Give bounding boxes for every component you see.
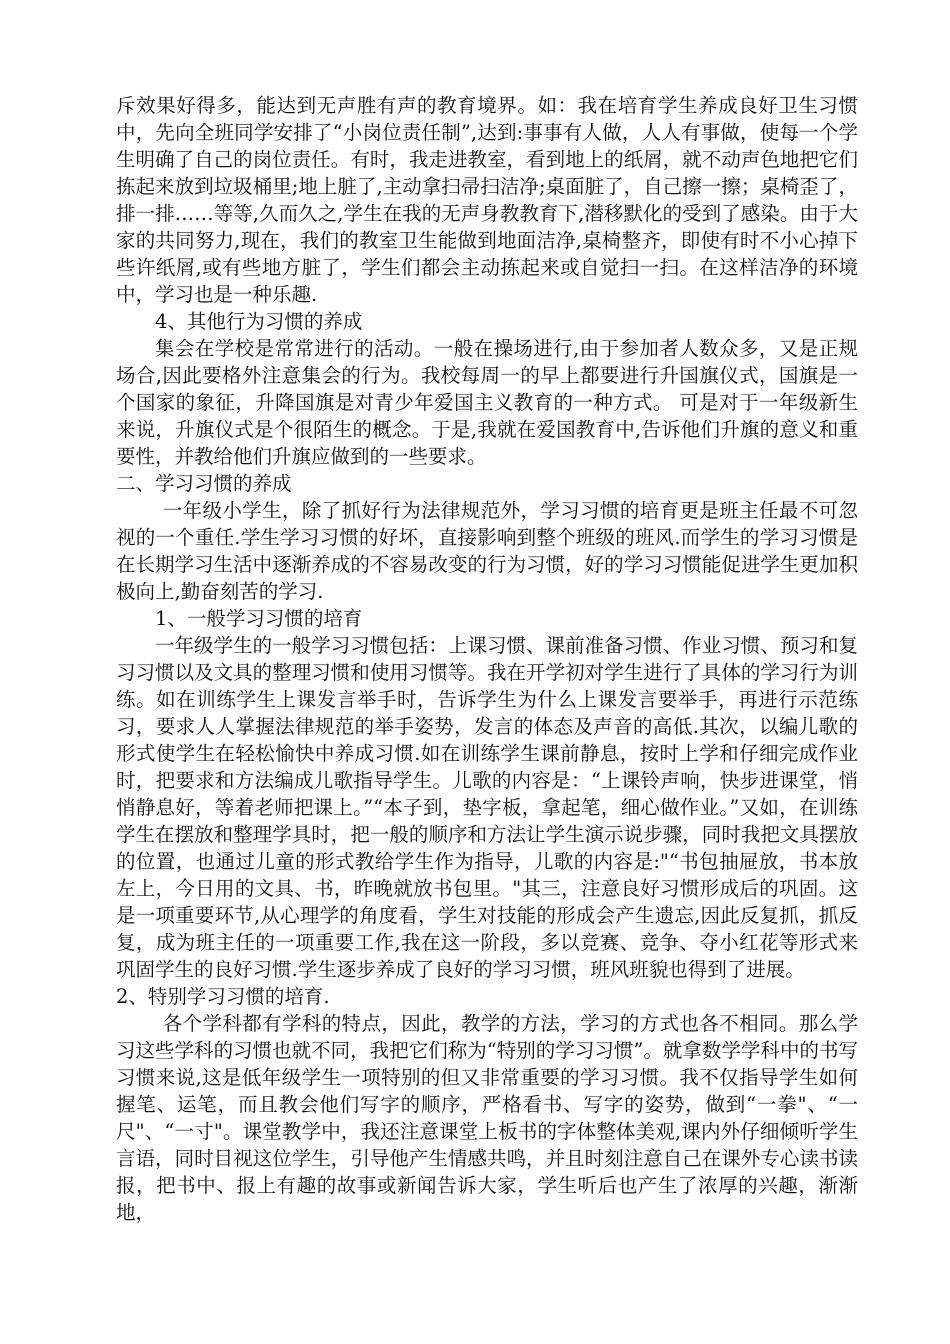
heading-special-study-habits: 2、特别学习习惯的培育. [116, 985, 330, 1008]
paragraph-study-habits-intro: 一年级小学生，除了抓好行为法律规范外，学习习惯的培育更是班主任最不可忽视的一个重任.学生学习习惯的好坏，直接影响到整个班级的班风.而学生的学习习惯是在长期学习生活中逐渐养成的不容易改变的行为习惯，好的学习习惯能促进学生更加积极向上,勤奋刻苦的学习. [116, 499, 858, 603]
heading-study-habits: 二、学习习惯的养成 [116, 472, 292, 495]
heading-other-habits: 4、其他行为习惯的养成 [155, 310, 363, 333]
heading-general-study-habits: 1、一般学习习惯的培育 [155, 607, 363, 630]
paragraph-assembly: 集会在学校是常常进行的活动。一般在操场进行,由于参加者人数众多，又是正规场合,因此要格外注意集会的行为。我校每周一的早上都要进行升国旗仪式，国旗是一个国家的象征，升降国旗是对青少年爱国主义教育的一种方式。 可是对于一年级新生来说，升旗仪式是个很陌生的概念。于是,我就在爱国教育中,告诉他们升旗的意义和重要性，并教给他们升旗应做到的一些要求。 [116, 337, 858, 468]
document-page [116, 92, 858, 1226]
paragraph-general-study-habits: 一年级学生的一般学习习惯包括：上课习惯、课前准备习惯、作业习惯、预习和复习习惯以及文具的整理习惯和使用习惯等。我在开学初对学生进行了具体的学习行为训练。如在训练学生上课发言举手时，告诉学生为什么上课发言要举手，再进行示范练习，要求人人掌握法律规范的举手姿势，发言的体态及声音的高低.其次，以编儿歌的形式使学生在轻松愉快中养成习惯.如在训练学生课前静息，按时上学和仔细完成作业时，把要求和方法编成儿歌指导学生。儿歌的内容是：“上课铃声响，快步进课堂，悄悄静息好，等着老师把课上。”“本子到，垫字板，拿起笔，细心做作业。”又如，在训练学生在摆放和整理学具时，把一般的顺序和方法让学生演示说步骤，同时我把文具摆放的位置，也通过儿童的形式教给学生作为指导，儿歌的内容是:"“书包抽屉放，书本放左上，今日用的文具、书，昨晚就放书包里。"其三，注意良好习惯形成后的巩固。这是一项重要环节,从心理学的角度看，学生对技能的形成会产生遗忘,因此反复抓，抓反复，成为班主任的一项重要工作,我在这一阶段，多以竞赛、竞争、夺小红花等形式来巩固学生的良好习惯.学生逐步养成了良好的学习习惯，班风班貌也得到了进展。 [116, 634, 858, 981]
paragraph-hygiene-habits: 斥效果好得多，能达到无声胜有声的教育境界。如：我在培育学生养成良好卫生习惯中，先向全班同学安排了“小岗位责任制”,达到:事事有人做，人人有事做，使每一个学生明确了自己的岗位责任。有时，我走进教室，看到地上的纸屑，就不动声色地把它们拣起来放到垃圾桶里;地上脏了,主动拿扫帚扫洁净;桌面脏了，自己擦一擦；桌椅歪了，排一排……等等,久而久之,学生在我的无声身教教育下,潜移默化的受到了感染。由于大家的共同努力,现在，我们的教室卫生能做到地面洁净,桌椅整齐，即使有时不小心掉下些许纸屑,或有些地方脏了，学生们都会主动拣起来或自觉扫一扫。在这样洁净的环境中，学习也是一种乐趣. [116, 94, 858, 306]
paragraph-special-study-habits: 各个学科都有学科的特点，因此，教学的方法，学习的方式也各不相同。那么学习这些学科的习惯也就不同，我把它们称为“特别的学习习惯”。就拿数学学科中的书写习惯来说,这是低年级学生一项特别的但又非常重要的学习习惯。我不仅指导学生如何握笔、运笔，而且教会他们写字的顺序，严格看书、写字的姿势，做到“一拳"、“一尺"、“一寸"。课堂教学中，我还注意课堂上板书的字体整体美观,课内外仔细倾听学生言语，同时目视这位学生，引导他产生情感共鸣，并且时刻注意自己在课外专心读书读报，把书中、报上有趣的故事或新闻告诉大家，学生听后也产生了浓厚的兴趣，渐渐地， [116, 1012, 858, 1224]
